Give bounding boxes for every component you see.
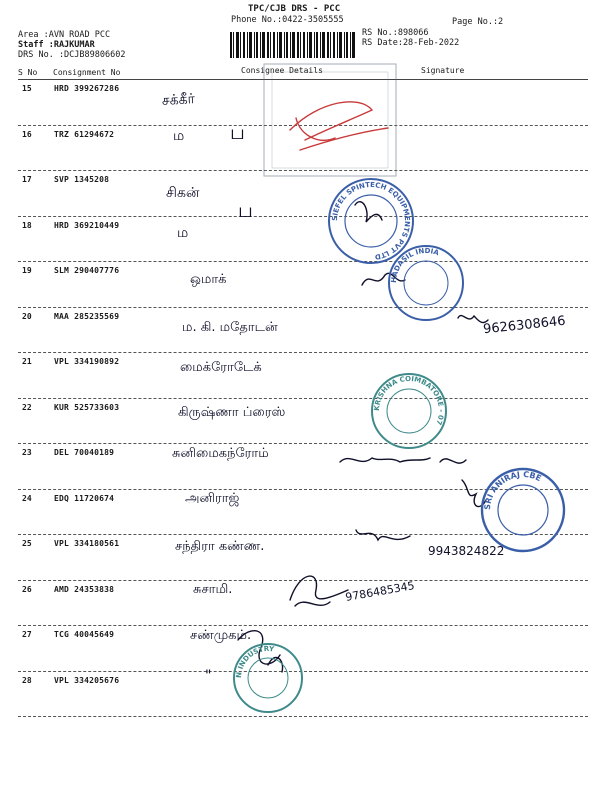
column-header-consignment: Consignment No [53, 68, 121, 77]
row-consignment-number: SLM 290407776 [54, 266, 120, 275]
row-serial-number: 16 [22, 129, 32, 139]
krishna-company-stamp [368, 370, 450, 452]
page-number: Page No.:2 [452, 17, 504, 27]
column-header-sno: S No [18, 68, 38, 77]
row-consignment-number: MAA 285235569 [54, 311, 120, 321]
row-consignment-number: TCG 40045649 [54, 630, 115, 639]
row-serial-number: 28 [22, 675, 32, 685]
row-consignment-number: HRD 369210449 [54, 220, 120, 230]
row-consignment-number: EDQ 11720674 [54, 493, 115, 503]
consignee-handwriting-15: சக்கீர் [161, 91, 196, 109]
square-faint-stamp [260, 60, 400, 180]
drs-title: TPC/CJB DRS - PCC [248, 4, 341, 14]
consignee-handwriting-23: சுனிமைகந்ரோம் [172, 446, 269, 461]
rs-date: RS Date:28-Feb-2022 [362, 38, 460, 48]
row-consignment-number: VPL 334180561 [54, 539, 120, 548]
consignee-handwriting-17: சிகன் [166, 185, 200, 201]
row-consignment-number: AMD 24353838 [54, 584, 115, 594]
siefel-stamp-text: SIEFEL SPINTECH EQUIPMENTS PVT LTD [330, 180, 412, 261]
phone-handwriting-26: 9786485345 [344, 579, 416, 604]
row-consignment-number: VPL 334205676 [54, 675, 120, 685]
consignee-handwriting-18: ம [177, 225, 189, 241]
row-consignment-number: KUR 525733603 [54, 402, 120, 412]
consignee-handwriting-26: சுசாமி. [193, 582, 233, 597]
area-label: Area :AVN ROAD PCC [18, 30, 111, 40]
row-consignment-number: SVP 1345208 [54, 175, 110, 184]
phone-handwriting-25: 9943824822 [428, 544, 505, 558]
row-serial-number: 15 [22, 84, 32, 93]
row-serial-number: 22 [22, 402, 32, 412]
consignee-handwriting-20: ம. கி. மதோடன் [182, 320, 278, 335]
row-consignment-number: DEL 70040189 [54, 448, 115, 457]
row-consignment-number: VPL 334190892 [54, 357, 120, 366]
hadasil-company-stamp [385, 242, 467, 324]
column-header-consignee: Consignee Details [241, 66, 323, 75]
consignee-handwriting-19: ஒமாக் [190, 272, 227, 287]
drs-number: DRS No. :DCJB89806602 [18, 50, 126, 60]
consignee-handwriting-24: அனிராஜ் [185, 491, 240, 506]
consignee-handwriting-22: கிருஷ்ணா ப்ரைஸ் [178, 405, 286, 420]
row-consignment-number: TRZ 61294672 [54, 129, 115, 139]
n-industry-stamp-text: N INDUSTRY [234, 644, 275, 679]
ditto-mark-28: " [205, 668, 212, 684]
sri-aniraj-company-stamp [478, 465, 568, 555]
phone-number: Phone No.:0422-3505555 [231, 15, 344, 25]
row-serial-number: 27 [22, 630, 32, 639]
krishna-stamp-text: KRISHNA COIMBATORE - 07 [372, 374, 446, 427]
column-header-signature: Signature [421, 66, 465, 75]
row-serial-number: 25 [22, 539, 32, 548]
hadasil-stamp-text: HADASIL INDIA [389, 246, 440, 284]
sri-aniraj-stamp-text: SRI ANIRAJ CBE [482, 469, 543, 511]
ditto-mark-16: ப [230, 120, 245, 144]
consignee-handwriting-16: ம [173, 128, 185, 144]
consignee-handwriting-25: சந்திரா கண்ண. [175, 539, 265, 554]
row-serial-number: 17 [22, 175, 32, 184]
svg-text:N INDUSTRY [235, 645, 276, 678]
row-serial-number: 24 [22, 493, 32, 503]
row-serial-number: 23 [22, 448, 32, 457]
row-consignment-number: HRD 399267286 [54, 84, 120, 93]
svg-text:SRI ANIRAJ CBE [483, 470, 543, 510]
consignee-handwriting-27: சண்முகம். [190, 628, 252, 643]
n-industry-company-stamp [230, 640, 306, 716]
rs-number: RS No.:898066 [362, 28, 429, 38]
row-serial-number: 21 [22, 357, 32, 366]
consignee-handwriting-21: மைக்ரோடேக் [180, 360, 262, 375]
svg-text:HADASIL INDIA [390, 247, 441, 283]
row-serial-number: 26 [22, 584, 32, 594]
staff-label: Staff :RAJKUMAR [18, 40, 95, 50]
ditto-mark-17: ப [238, 198, 253, 222]
row-serial-number: 19 [22, 266, 32, 275]
row-serial-number: 18 [22, 220, 32, 230]
row-serial-number: 20 [22, 311, 32, 321]
phone-handwriting-20: 9626308646 [482, 313, 567, 338]
